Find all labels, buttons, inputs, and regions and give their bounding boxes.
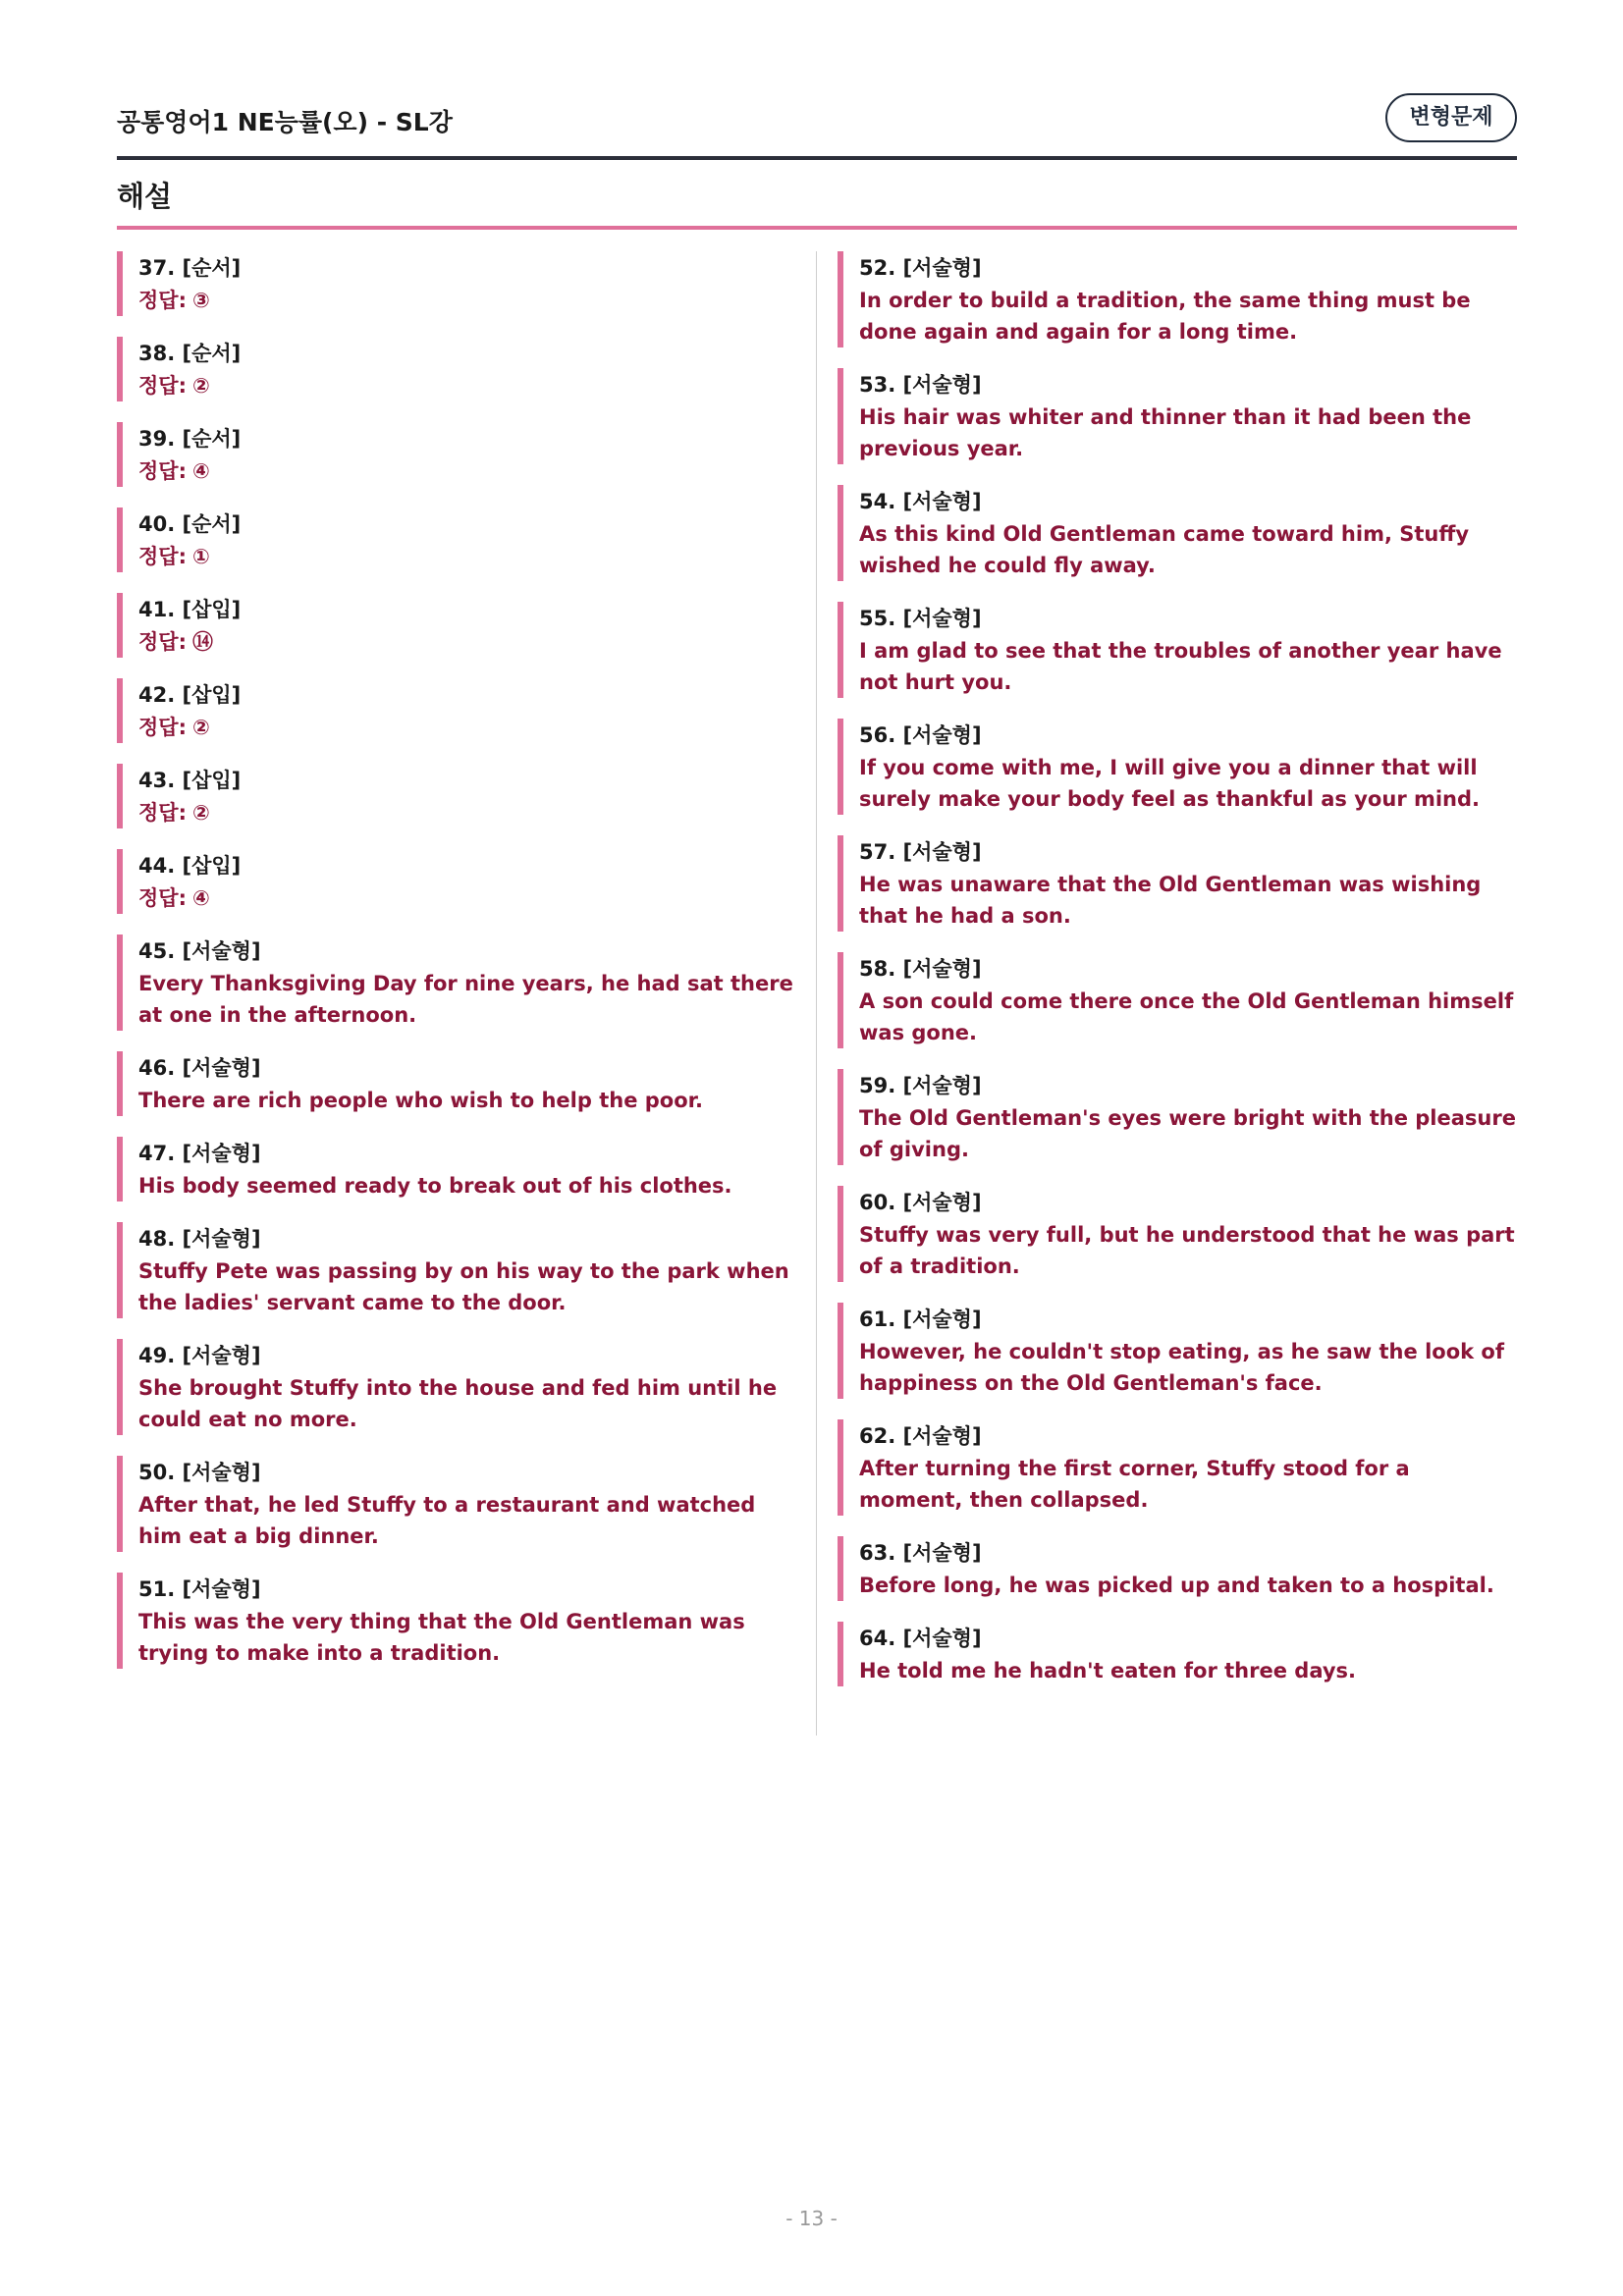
answer-value: ② <box>191 801 210 825</box>
answer-text <box>859 1453 1517 1516</box>
answer-item <box>117 934 804 1031</box>
answer-item <box>117 764 804 828</box>
question-number: 50. [서술형] <box>138 1461 261 1484</box>
answer-item <box>117 1137 804 1201</box>
answer-value: His hair was whiter and thinner than it had been the previous year. <box>859 405 1472 460</box>
answer-item <box>117 1456 804 1552</box>
answer-text <box>138 882 804 914</box>
question-number: 43. [삽입] <box>138 769 242 792</box>
answer-item <box>838 1186 1517 1282</box>
answer-text <box>859 1570 1517 1601</box>
answer-label: 정답: <box>138 289 187 312</box>
question-number: 45. [서술형] <box>138 939 261 963</box>
answer-label: 정답: <box>138 886 187 910</box>
answer-item <box>838 602 1517 698</box>
answer-item <box>117 1339 804 1435</box>
answer-item <box>838 251 1517 347</box>
answer-item <box>838 952 1517 1048</box>
answer-value: She brought Stuffy into the house and fed him until he could eat no more. <box>138 1376 778 1431</box>
answer-item <box>838 835 1517 932</box>
answer-item <box>117 1573 804 1669</box>
question-number: 62. [서술형] <box>859 1424 982 1448</box>
answer-value: As this kind Old Gentleman came toward him, Stuffy wished he could fly away. <box>859 522 1470 577</box>
answer-text <box>138 1085 804 1116</box>
page-number: - 13 - <box>785 2207 838 2230</box>
answer-label: 정답: <box>138 459 187 483</box>
section-divider <box>117 226 1517 230</box>
answer-item <box>838 1622 1517 1686</box>
question-number: 60. [서술형] <box>859 1191 982 1214</box>
answer-text <box>859 518 1517 581</box>
answer-label: 정답: <box>138 801 187 825</box>
answer-value: He was unaware that the Old Gentleman was wishing that he had a son. <box>859 873 1482 928</box>
answer-text <box>859 986 1517 1048</box>
question-number: 39. [순서] <box>138 427 242 451</box>
answer-text <box>138 1372 804 1435</box>
answer-text <box>138 797 804 828</box>
answer-text <box>859 1336 1517 1399</box>
answer-value: ④ <box>191 459 210 483</box>
answer-item <box>117 849 804 914</box>
answer-value: Stuffy was very full, but he understood that he was part of a tradition. <box>859 1223 1515 1278</box>
question-number: 37. [순서] <box>138 256 242 280</box>
answer-text <box>859 401 1517 464</box>
answer-item <box>838 1536 1517 1601</box>
question-number: 51. [서술형] <box>138 1577 261 1601</box>
answer-text <box>859 1655 1517 1686</box>
answer-text <box>138 1255 804 1318</box>
question-number: 57. [서술형] <box>859 840 982 864</box>
answer-value: There are rich people who wish to help the poor. <box>138 1089 703 1112</box>
answer-value: ⑭ <box>191 630 213 654</box>
answer-text <box>138 712 804 743</box>
answer-text <box>859 635 1517 698</box>
answer-item <box>838 1303 1517 1399</box>
answer-value: Every Thanksgiving Day for nine years, he had sat there at one in the afternoon. <box>138 972 793 1027</box>
answer-text <box>138 541 804 572</box>
section-title: 해설 <box>117 180 173 213</box>
answer-value: In order to build a tradition, the same thing must be done again and again for a long time. <box>859 289 1471 344</box>
answer-value: ② <box>191 716 210 739</box>
question-number: 55. [서술형] <box>859 607 982 630</box>
question-number: 58. [서술형] <box>859 957 982 981</box>
answer-item <box>838 485 1517 581</box>
answer-value: His body seemed ready to break out of his clothes. <box>138 1174 732 1198</box>
answer-text <box>138 1170 804 1201</box>
answer-value: However, he couldn't stop eating, as he saw the look of happiness on the Old Gentleman's face. <box>859 1340 1504 1395</box>
answer-item <box>117 1222 804 1318</box>
page-header <box>117 93 1517 154</box>
answer-label: 정답: <box>138 716 187 739</box>
answer-item <box>117 678 804 743</box>
answer-item <box>117 1051 804 1116</box>
answer-value: If you come with me, I will give you a dinner that will surely make your body feel as thankful as your mind. <box>859 756 1481 811</box>
answer-text <box>859 1219 1517 1282</box>
answer-item <box>838 1069 1517 1165</box>
answer-value: After turning the first corner, Stuffy stood for a moment, then collapsed. <box>859 1457 1410 1512</box>
answer-item <box>117 422 804 487</box>
answer-item <box>838 719 1517 815</box>
answer-label: 정답: <box>138 630 187 654</box>
question-number: 46. [서술형] <box>138 1056 261 1080</box>
answer-value: This was the very thing that the Old Gentleman was trying to make into a tradition. <box>138 1610 745 1665</box>
answer-value: I am glad to see that the troubles of another year have not hurt you. <box>859 639 1502 694</box>
answer-value: ④ <box>191 886 210 910</box>
answer-text <box>859 285 1517 347</box>
answer-item <box>117 593 804 658</box>
question-number: 48. [서술형] <box>138 1227 261 1251</box>
header-divider <box>117 156 1517 160</box>
question-number: 40. [순서] <box>138 512 242 536</box>
answer-item <box>117 337 804 401</box>
answer-text <box>138 370 804 401</box>
document-title: 공통영어1 NE능률(오) - SL강 <box>117 108 453 136</box>
answer-value: Stuffy Pete was passing by on his way to the park when the ladies' servant came to the door. <box>138 1259 789 1314</box>
question-number: 59. [서술형] <box>859 1074 982 1097</box>
answer-value: A son could come there once the Old Gentleman himself was gone. <box>859 989 1514 1044</box>
answer-value: He told me he hadn't eaten for three days. <box>859 1659 1357 1682</box>
question-number: 47. [서술형] <box>138 1142 261 1165</box>
answer-item <box>838 368 1517 464</box>
question-number: 63. [서술형] <box>859 1541 982 1565</box>
problem-type-badge: 변형문제 <box>1385 93 1517 142</box>
question-number: 53. [서술형] <box>859 373 982 397</box>
answer-label: 정답: <box>138 374 187 398</box>
answer-text <box>138 968 804 1031</box>
answer-item <box>838 1419 1517 1516</box>
column-divider <box>816 251 817 1735</box>
answer-value: The Old Gentleman's eyes were bright with the pleasure of giving. <box>859 1106 1516 1161</box>
question-number: 52. [서술형] <box>859 256 982 280</box>
question-number: 54. [서술형] <box>859 490 982 513</box>
answer-text <box>859 1102 1517 1165</box>
question-number: 49. [서술형] <box>138 1344 261 1367</box>
question-number: 61. [서술형] <box>859 1308 982 1331</box>
question-number: 38. [순서] <box>138 342 242 365</box>
answer-label: 정답: <box>138 545 187 568</box>
answer-value: ② <box>191 374 210 398</box>
answer-value: Before long, he was picked up and taken to a hospital. <box>859 1574 1494 1597</box>
answer-text <box>859 752 1517 815</box>
answer-value: ① <box>191 545 210 568</box>
answer-text <box>859 869 1517 932</box>
answers-right-column <box>838 251 1517 1707</box>
answers-left-column <box>117 251 804 1689</box>
question-number: 56. [서술형] <box>859 723 982 747</box>
question-number: 41. [삽입] <box>138 598 242 621</box>
answer-text <box>138 1489 804 1552</box>
answer-value: After that, he led Stuffy to a restaurant and watched him eat a big dinner. <box>138 1493 756 1548</box>
answer-text <box>138 285 804 316</box>
answer-value: ③ <box>191 289 210 312</box>
answer-text <box>138 1606 804 1669</box>
question-number: 64. [서술형] <box>859 1627 982 1650</box>
answer-item <box>117 507 804 572</box>
question-number: 44. [삽입] <box>138 854 242 878</box>
answer-item <box>117 251 804 316</box>
answer-text <box>138 455 804 487</box>
answer-text <box>138 626 804 658</box>
question-number: 42. [삽입] <box>138 683 242 707</box>
